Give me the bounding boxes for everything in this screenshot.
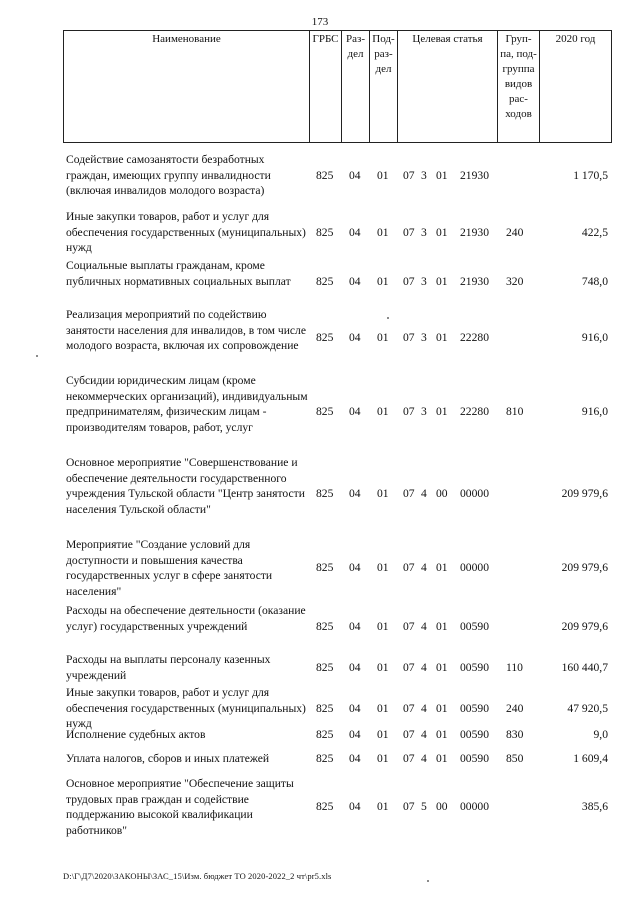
row-sum: 385,6 [581, 800, 608, 813]
row-name: Расходы на обеспечение деятельности (оказание услуг) государственных учреждений [66, 604, 306, 633]
row-grbs: 825 [316, 331, 334, 344]
row-razdel: 04 [349, 487, 361, 500]
row-dir: 21930 [460, 169, 489, 182]
column-header-razdel: Раз-дел [342, 31, 370, 143]
row-vid: 810 [506, 405, 524, 418]
row-prog: 07 [403, 405, 415, 418]
row-grbs: 825 [316, 561, 334, 574]
row-dir: 00000 [460, 487, 489, 500]
row-sum: 916,0 [581, 331, 608, 344]
row-main: 01 [436, 661, 448, 674]
row-razdel: 04 [349, 226, 361, 239]
row-sub: 3 [421, 226, 427, 239]
row-main: 01 [436, 620, 448, 633]
row-sum: 1 609,4 [573, 752, 608, 765]
footer-file-path: D:\Г\Д7\2020\ЗАКОНЫ\ЗАС_15\Изм. бюджет ТО 2020-2022_2 чт\pr5.xls [63, 871, 332, 881]
row-podrazdel: 01 [377, 728, 389, 741]
row-razdel: 04 [349, 561, 361, 574]
column-header-target: Целевая статья [398, 31, 498, 143]
row-sum: 209 979,6 [561, 620, 608, 633]
row-prog: 07 [403, 331, 415, 344]
row-sub: 3 [421, 331, 427, 344]
row-dir: 00000 [460, 561, 489, 574]
row-main: 01 [436, 275, 448, 288]
column-header-group: Груп-па, под-группа видов рас-ходов [498, 31, 540, 143]
row-dir: 00590 [460, 620, 489, 633]
row-grbs: 825 [316, 226, 334, 239]
row-sum: 916,0 [581, 405, 608, 418]
row-prog: 07 [403, 620, 415, 633]
row-main: 01 [436, 331, 448, 344]
row-vid: 110 [506, 661, 523, 674]
row-podrazdel: 01 [377, 405, 389, 418]
row-main: 01 [436, 728, 448, 741]
row-name: Реализация мероприятий по содействию занятости населения для инвалидов, в том числе молодого возраста, включая их сопровождение [66, 308, 306, 352]
row-dir: 21930 [460, 275, 489, 288]
row-sum: 422,5 [581, 226, 608, 239]
row-vid: 240 [506, 226, 524, 239]
row-sub: 3 [421, 275, 427, 288]
row-prog: 07 [403, 800, 415, 813]
row-dir: 00590 [460, 728, 489, 741]
row-prog: 07 [403, 275, 415, 288]
row-grbs: 825 [316, 487, 334, 500]
row-main: 01 [436, 561, 448, 574]
row-sum: 209 979,6 [561, 487, 608, 500]
row-vid: 320 [506, 275, 524, 288]
row-sub: 4 [421, 702, 427, 715]
row-name: Мероприятие "Создание условий для доступности и повышения качества государственных услуг в сфере занятости населения" [66, 538, 273, 598]
row-vid: 830 [506, 728, 524, 741]
row-dir: 22280 [460, 405, 489, 418]
row-grbs: 825 [316, 620, 334, 633]
row-main: 01 [436, 702, 448, 715]
column-header-year: 2020 год [540, 31, 612, 143]
row-sub: 3 [421, 405, 427, 418]
row-razdel: 04 [349, 800, 361, 813]
row-main: 01 [436, 169, 448, 182]
row-grbs: 825 [316, 169, 334, 182]
row-name: Социальные выплаты гражданам, кроме публичных нормативных социальных выплат [66, 259, 291, 288]
row-grbs: 825 [316, 702, 334, 715]
row-sum: 209 979,6 [561, 561, 608, 574]
row-main: 00 [436, 800, 448, 813]
row-razdel: 04 [349, 169, 361, 182]
row-podrazdel: 01 [377, 702, 389, 715]
row-sum: 1 170,5 [573, 169, 608, 182]
row-sub: 4 [421, 661, 427, 674]
row-grbs: 825 [316, 661, 334, 674]
row-prog: 07 [403, 226, 415, 239]
row-name: Основное мероприятие "Обеспечение защиты трудовых прав граждан и содействие поддержанию высокой квалификации работников" [66, 777, 294, 837]
row-sum: 160 440,7 [561, 661, 608, 674]
row-prog: 07 [403, 661, 415, 674]
row-podrazdel: 01 [377, 226, 389, 239]
row-razdel: 04 [349, 331, 361, 344]
row-main: 01 [436, 752, 448, 765]
row-name: Иные закупки товаров, работ и услуг для обеспечения государственных (муниципальных) нужд [66, 686, 306, 730]
row-podrazdel: 01 [377, 800, 389, 813]
column-header-podrazdel: Под-раз-дел [370, 31, 398, 143]
scan-speck [387, 317, 389, 319]
row-sum: 748,0 [581, 275, 608, 288]
row-sum: 47 920,5 [567, 702, 608, 715]
row-name: Иные закупки товаров, работ и услуг для обеспечения государственных (муниципальных) нужд [66, 210, 306, 254]
row-main: 01 [436, 226, 448, 239]
row-prog: 07 [403, 487, 415, 500]
row-name: Уплата налогов, сборов и иных платежей [66, 752, 270, 765]
row-dir: 00590 [460, 752, 489, 765]
row-prog: 07 [403, 752, 415, 765]
row-podrazdel: 01 [377, 620, 389, 633]
row-vid: 850 [506, 752, 524, 765]
row-sum: 9,0 [593, 728, 608, 741]
row-sub: 3 [421, 169, 427, 182]
row-podrazdel: 01 [377, 275, 389, 288]
row-podrazdel: 01 [377, 661, 389, 674]
row-vid: 240 [506, 702, 524, 715]
row-dir: 00590 [460, 661, 489, 674]
row-sub: 4 [421, 620, 427, 633]
row-name: Расходы на выплаты персоналу казенных учреждений [66, 653, 271, 682]
row-podrazdel: 01 [377, 561, 389, 574]
row-main: 00 [436, 487, 448, 500]
row-podrazdel: 01 [377, 169, 389, 182]
column-header-grbs: ГРБС [310, 31, 342, 143]
row-sub: 4 [421, 561, 427, 574]
row-podrazdel: 01 [377, 331, 389, 344]
row-razdel: 04 [349, 661, 361, 674]
row-podrazdel: 01 [377, 487, 389, 500]
scan-speck [427, 880, 429, 882]
row-main: 01 [436, 405, 448, 418]
row-sub: 5 [421, 800, 427, 813]
row-prog: 07 [403, 702, 415, 715]
row-name: Основное мероприятие "Совершенствование и обеспечение деятельности государственного учреждения Тульской области "Центр занятости населения Тульской области" [66, 456, 305, 516]
column-header-name: Наименование [64, 31, 310, 143]
row-razdel: 04 [349, 405, 361, 418]
row-sub: 4 [421, 487, 427, 500]
row-grbs: 825 [316, 275, 334, 288]
table-header [63, 30, 612, 143]
row-prog: 07 [403, 561, 415, 574]
row-sub: 4 [421, 728, 427, 741]
page-number: 173 [311, 16, 329, 28]
row-prog: 07 [403, 728, 415, 741]
row-dir: 00000 [460, 800, 489, 813]
scan-speck [36, 355, 38, 357]
row-grbs: 825 [316, 800, 334, 813]
row-dir: 21930 [460, 226, 489, 239]
row-dir: 00590 [460, 702, 489, 715]
row-grbs: 825 [316, 728, 334, 741]
row-name: Содействие самозанятости безработных граждан, имеющих группу инвалидности (включая инвалидов молодого возраста) [66, 153, 271, 197]
row-name: Исполнение судебных актов [66, 728, 206, 741]
row-sub: 4 [421, 752, 427, 765]
row-dir: 22280 [460, 331, 489, 344]
row-razdel: 04 [349, 752, 361, 765]
row-razdel: 04 [349, 620, 361, 633]
row-razdel: 04 [349, 275, 361, 288]
row-name: Субсидии юридическим лицам (кроме некоммерческих организаций), индивидуальным предпринимателям, физическим лицам - производителям товаров, работ, услуг [66, 374, 308, 434]
row-grbs: 825 [316, 752, 334, 765]
row-grbs: 825 [316, 405, 334, 418]
row-prog: 07 [403, 169, 415, 182]
row-podrazdel: 01 [377, 752, 389, 765]
row-razdel: 04 [349, 728, 361, 741]
row-razdel: 04 [349, 702, 361, 715]
